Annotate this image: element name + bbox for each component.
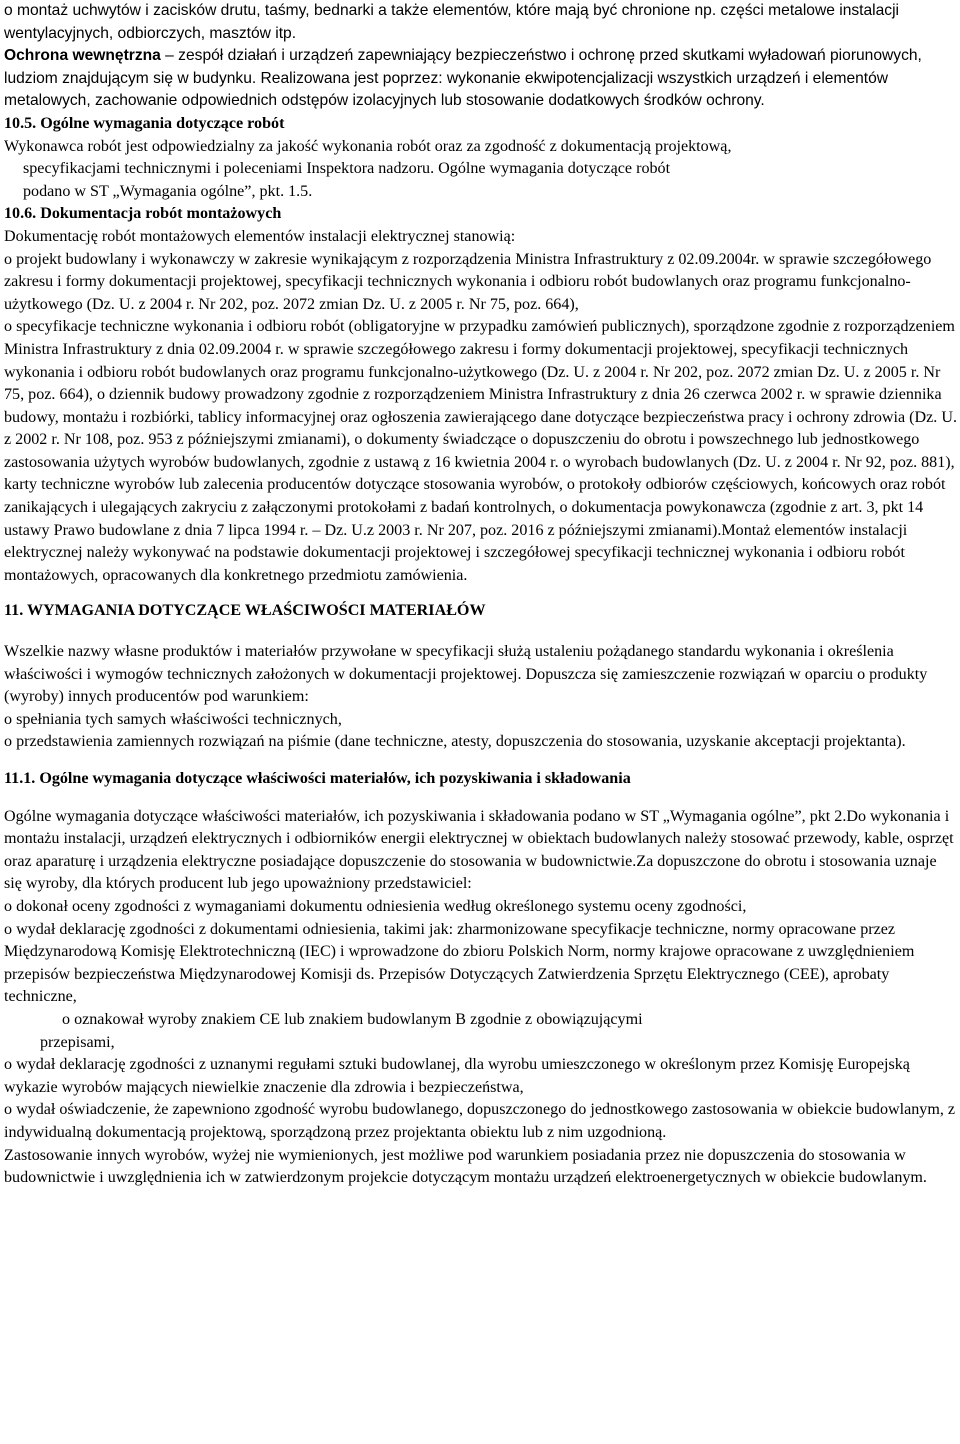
section-11-1-item-4: o wydał deklarację zgodności z uznanymi regułami sztuki budowlanej, dla wyrobu umieszczonego w określonym przez Komisję Europejską wykazie wyrobów mających niewielkie znaczenie dla zdrowia i bezpieczeństwa, [4, 1056, 910, 1096]
section-11 [4, 600, 958, 754]
ochrona-text: – zespół działań i urządzeń zapewniający bezpieczeństwo i ochronę przed skutkami wyładowań piorunowych, ludziom znajdującym się w budynku. Realizowana jest poprzez: wykonanie ekwipotencjalizacji wszystkich urządzeń i elementów metalowych, zachowanie odpowiednich odstępów izolacyjnych lub stosowanie dodatkowych środków ochrony. [4, 47, 922, 110]
section-10-6 [4, 203, 958, 587]
ochrona-paragraph [4, 45, 958, 113]
section-11-1-item-1: o dokonał oceny zgodności z wymaganiami dokumentu odniesienia według określonego systemu oceny zgodności, [4, 897, 747, 915]
section-11-1-heading [4, 768, 958, 791]
section-11-heading-text: 11. WYMAGANIA DOTYCZĄCE WŁAŚCIWOŚCI MATERIAŁÓW [4, 602, 486, 620]
section-11-1-item-5: o wydał oświadczenie, że zapewniono zgodność wyrobu budowlanego, dopuszczonego do jednostkowego zastosowania w obiekcie budowlanym, z indywidualną dokumentacją projektową, sporządzoną przez projektanta obiektu lub z nim uzgodnioną. [4, 1101, 956, 1141]
section-10-6-heading-text: 10.6. Dokumentacja robót montażowych [4, 205, 282, 223]
section-10-6-item-1: o projekt budowlany i wykonawczy w zakresie wynikającym z rozporządzenia Ministra Infrastruktury z 02.09.2004r. w sprawie szczegółowego zakresu i formy dokumentacji projektowej, specyfikacji technicznych wykonania i odbioru robót budowlanych oraz programu funkcjonalno-użytkowego (Dz. U. z 2004 r. Nr 202, poz. 2072 zmian Dz. U. z 2005 r. Nr 75, poz. 664), [4, 250, 932, 313]
section-10-5 [4, 113, 958, 203]
section-11-1-item-3b: przepisami, [40, 1033, 115, 1051]
intro-paragraph: o montaż uchwytów i zacisków drutu, taśmy, bednarki a także elementów, które mają być chronione np. części metalowe instalacji wentylacyjnych, odbiorczych, masztów itp. [4, 2, 900, 42]
document-page [4, 0, 958, 1190]
section-11-item-1: o spełniania tych samych właściwości technicznych, [4, 710, 342, 728]
intro-section [4, 0, 958, 113]
section-11-1-paragraph-1: Ogólne wymagania dotyczące właściwości materiałów, ich pozyskiwania i składowania podano w ST „Wymagania ogólne”, pkt 2.Do wykonania i montażu instalacji, urządzeń elektrycznych i odbiorników energii elektrycznej w obiektach budowlanych należy stosować przewody, kable, osprzęt oraz aparaturę i urządzenia elektryczne posiadające dopuszczenie do stosowania w budownictwie.Za dopuszczone do obrotu i stosowania uznaje się wyroby, dla których producent lub jego upoważniony przedstawiciel: [4, 807, 954, 893]
section-11-heading [4, 600, 958, 623]
section-10-5-heading [4, 113, 958, 136]
section-11-item-2: o przedstawienia zamiennych rozwiązań na piśmie (dane techniczne, atesty, dopuszczenia do stosowania, uzyskanie akceptacji projektanta). [4, 733, 906, 751]
section-11-1-paragraph-2: Zastosowanie innych wyrobów, wyżej nie wymienionych, jest możliwe pod warunkiem posiadania przez nie dopuszczenia do stosowania w budownictwie i uwzględnienia ich w zatwierdzonym projekcie dotyczącym montażu urządzeń elektroenergetycznych w obiekcie budowlanym. [4, 1146, 927, 1187]
section-11-1-item-3a: o oznakował wyroby znakiem CE lub znakiem budowlanym B zgodnie z obowiązującymi [62, 1010, 643, 1028]
section-10-5-line-2: specyfikacjami technicznymi i poleceniami Inspektora nadzoru. Ogólne wymagania dotyczące robót [23, 160, 671, 178]
section-11-paragraph-1: Wszelkie nazwy własne produktów i materiałów przywołane w specyfikacji służą ustaleniu pożądanego standardu wykonania i określenia właściwości i wymogów technicznych założonych w dokumentacji projektowej. Dopuszcza się zamieszczenie rozwiązań w oparciu o produkty (wyroby) innych producentów pod warunkiem: [4, 643, 928, 706]
section-10-6-intro: Dokumentację robót montażowych elementów instalacji elektrycznej stanowią: [4, 227, 516, 245]
section-10-5-line-3: podano w ST „Wymagania ogólne”, pkt. 1.5. [23, 182, 313, 200]
section-10-5-line-1: Wykonawca robót jest odpowiedzialny za jakość wykonania robót oraz za zgodność z dokumentacją projektową, [4, 137, 732, 155]
section-10-5-heading-text: 10.5. Ogólne wymagania dotyczące robót [4, 114, 285, 132]
section-10-6-item-2: o specyfikacje techniczne wykonania i odbioru robót (obligatoryjne w przypadku zamówień publicznych), sporządzone zgodnie z rozporządzeniem Ministra Infrastruktury z dnia 02.09.2004 r. w sprawie szczegółowego zakresu i formy dokumentacji projektowej, specyfikacji technicznych wykonania i odbioru robót budowlanych oraz programu funkcjonalno-użytkowego (Dz. U. z 2004 r. Nr 202, poz. 2072 zmian Dz. U. z 2005 r. Nr 75, poz. 664), o dziennik budowy prowadzony zgodnie z rozporządzeniem Ministra Infrastruktury z dnia 26 czerwca 2002 r. w sprawie dziennika budowy, montażu i rozbiórki, tablicy informacyjnej oraz ogłoszenia zawierającego dane dotyczące bezpieczeństwa pracy i ochrony zdrowia (Dz. U. z 2002 r. Nr 108, poz. 953 z późniejszymi zmianami), o dokumenty świadczące o dopuszczeniu do obrotu i powszechnego lub jednostkowego zastosowania użytych wyrobów budowlanych, zgodnie z ustawą z 16 kwietnia 2004 r. o wyrobach budowlanych (Dz. U. z 2004 r. Nr 92, poz. 881), karty techniczne wyrobów lub zalecenia producentów dotyczące stosowania wyrobów, o protokoły odbiorów częściowych, końcowych oraz robót zanikających i ulegających zakryciu z załączonymi protokołami z badań kontrolnych, o dokumentacja powykonawcza (zgodnie z art. 3, pkt 14 ustawy Prawo budowlane z dnia 7 lipca 1994 r. – Dz. U.z 2003 r. Nr 207, poz. 2016 z późniejszymi zmianami).Montaż elementów instalacji elektrycznej należy wykonywać na podstawie dokumentacji projektowej i szczegółowej specyfikacji technicznej wykonania i odbioru robót montażowych, opracowanych dla konkretnego przedmiotu zamówienia. [4, 318, 957, 584]
section-11-1-heading-text: 11.1. Ogólne wymagania dotyczące właściwości materiałów, ich pozyskiwania i składowania [4, 770, 631, 787]
section-10-6-heading [4, 203, 958, 226]
ochrona-title: Ochrona wewnętrzna [4, 47, 161, 65]
section-11-1-item-2: o wydał deklarację zgodności z dokumentami odniesienia, takimi jak: zharmonizowane specyfikacje techniczne, normy opracowane przez Międzynarodową Komisję Elektrotechniczną (IEC) i wprowadzone do zbioru Polskich Norm, normy krajowe opracowane z uwzględnieniem przepisów bezpieczeństwa Międzynarodowej Komisji ds. Przepisów Dotyczących Zatwierdzenia Sprzętu Elektrycznego (CEE), aprobaty techniczne, [4, 920, 915, 1006]
section-11-1 [4, 768, 958, 1190]
